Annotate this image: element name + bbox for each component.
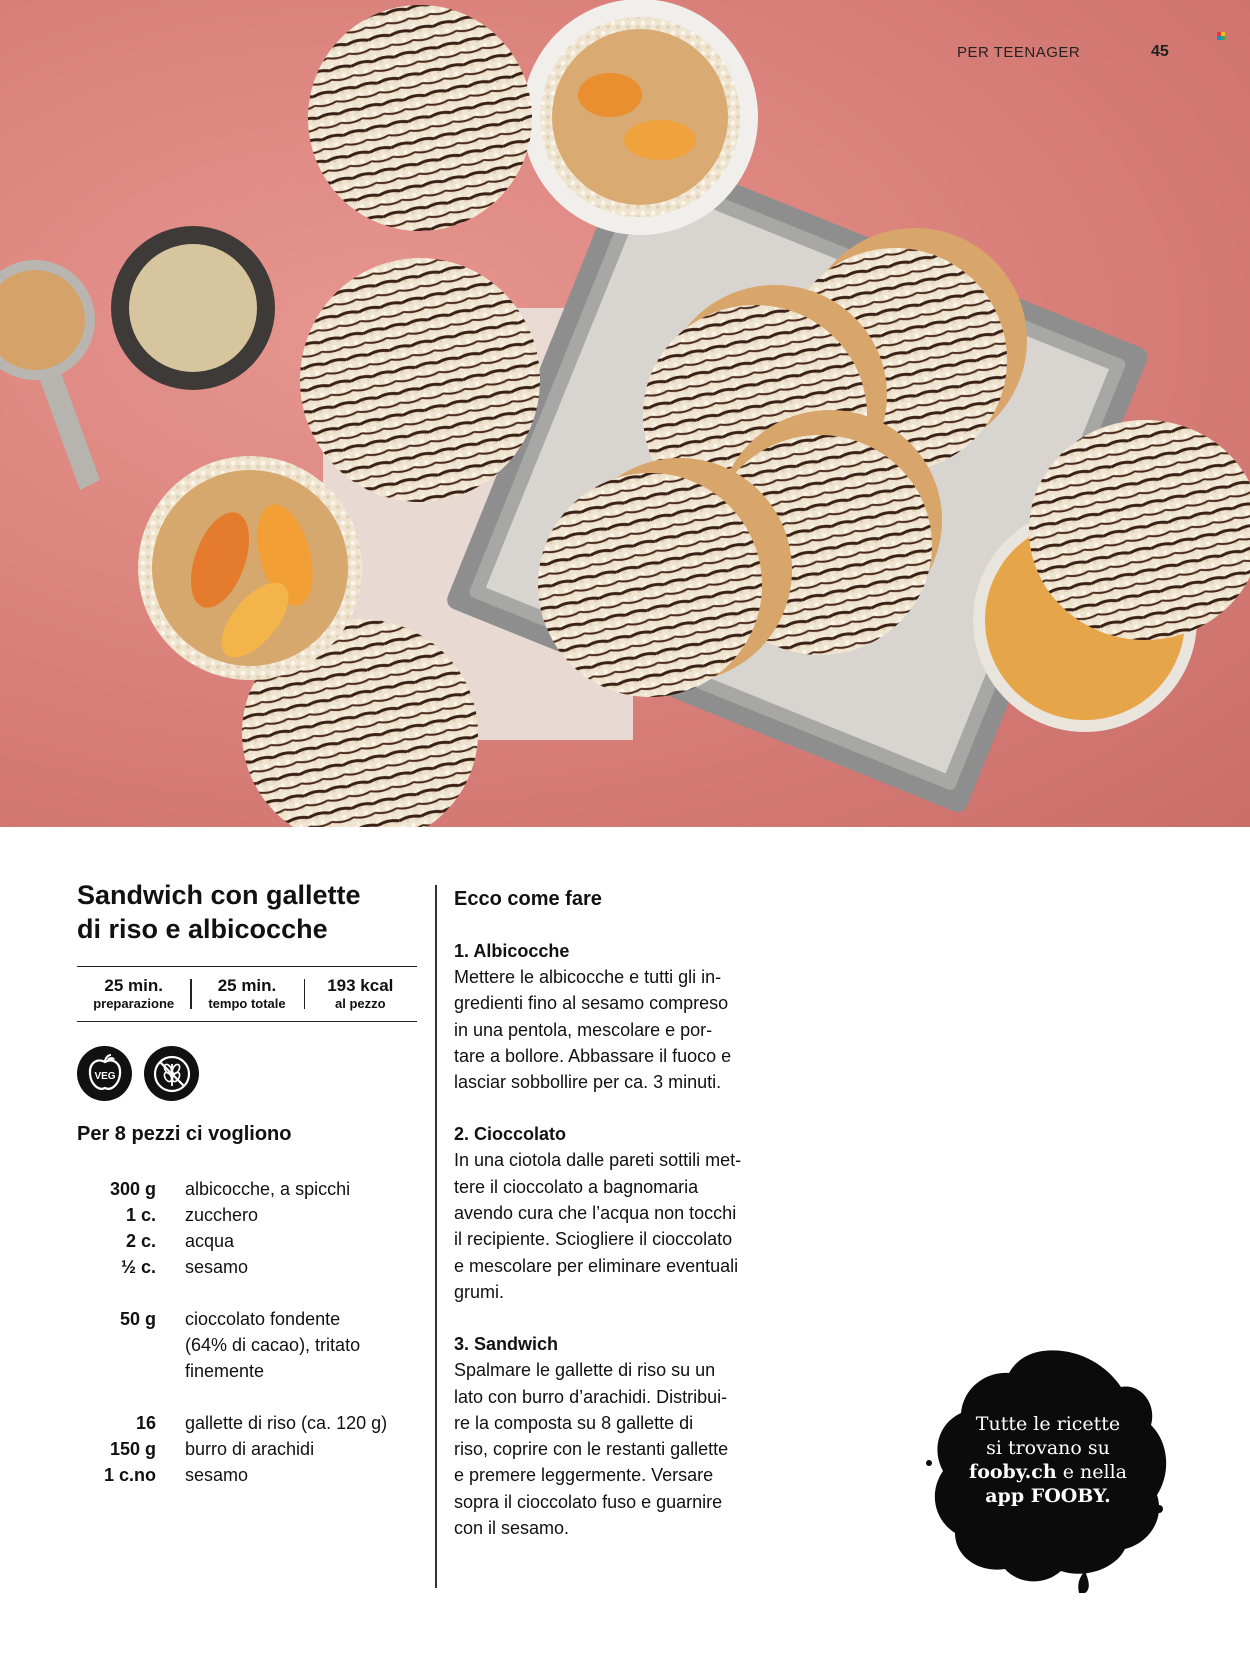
ingredient-qty: 2 c. xyxy=(125,1231,156,1251)
step-line: in una pentola, mescolare e por- xyxy=(454,1019,713,1040)
ingredient-qty: 16 xyxy=(135,1413,156,1433)
stat-label: preparazione xyxy=(93,996,175,1011)
ingredient-group-sandwich xyxy=(77,1410,437,1488)
step-line: tere il cioccolato a bagnomaria xyxy=(454,1176,699,1197)
ingredient-row xyxy=(77,1202,437,1228)
ingredient-group-apricots xyxy=(77,1176,437,1280)
ingredient-name: cioccolato fondente xyxy=(185,1309,341,1329)
step-line: grumi. xyxy=(454,1281,505,1302)
gluten-free-badge xyxy=(144,1046,199,1101)
method-heading: Ecco come fare xyxy=(454,888,602,910)
ingredient-group-chocolate xyxy=(77,1306,437,1384)
ingredient-qty: 300 g xyxy=(109,1179,156,1199)
step-line: Spalmare le gallette di riso su un xyxy=(454,1360,716,1381)
ingredient-row xyxy=(77,1228,437,1254)
ingredient-name: albicocche, a spicchi xyxy=(185,1179,351,1199)
step-line: il recipiente. Sciogliere il cioccolato xyxy=(454,1229,733,1250)
step-line: Mettere le albicocche e tutti gli in- xyxy=(454,967,722,987)
ingredient-name: sesamo xyxy=(185,1257,249,1277)
fooby-promo-blob xyxy=(925,1343,1175,1593)
step-line: e premere leggermente. Versare xyxy=(454,1465,714,1486)
promo-line2: si trovano su xyxy=(986,1437,1110,1459)
ingredient-name: zucchero xyxy=(185,1205,259,1225)
stat-value: 193 kcal xyxy=(327,976,394,995)
step-line: tare a bollore. Abbassare il fuoco e xyxy=(454,1045,732,1066)
diet-badges xyxy=(77,1046,199,1101)
vegetarian-apple-icon xyxy=(83,1052,127,1096)
page-number: 45 xyxy=(1151,43,1169,60)
step-line: con il sesamo. xyxy=(454,1518,570,1539)
ingredient-qty: 150 g xyxy=(109,1439,156,1459)
promo-app-name: app FOOBY. xyxy=(985,1485,1111,1507)
step-apricots xyxy=(454,938,814,1095)
print-color-marks xyxy=(1217,32,1225,40)
step-text xyxy=(454,1147,814,1305)
promo-site-link[interactable]: fooby.ch xyxy=(969,1461,1057,1483)
step-line: riso, coprire con le restanti gallette xyxy=(454,1439,729,1460)
ingredients-heading: Per 8 pezzi ci vogliono xyxy=(77,1123,292,1145)
ingredient-row xyxy=(77,1254,437,1280)
step-line: re la composta su 8 gallette di xyxy=(454,1412,694,1433)
ingredient-row xyxy=(77,1358,437,1384)
stat-prep-time xyxy=(77,967,190,1021)
promo-line3 xyxy=(953,1460,1143,1484)
recipe-title-line1: Sandwich con gallette xyxy=(77,880,361,910)
ingredient-name: sesamo xyxy=(185,1465,249,1485)
ingredient-row xyxy=(77,1306,437,1332)
promo-line4 xyxy=(953,1484,1143,1508)
stat-total-time xyxy=(190,967,303,1021)
step-line: gredienti fino al sesamo compreso xyxy=(454,993,729,1014)
ingredient-row xyxy=(77,1410,437,1436)
ingredient-qty: 1 c. xyxy=(125,1205,156,1225)
veg-badge-text: VEG xyxy=(93,1070,116,1082)
rice-cake-sandwiches-illustration xyxy=(0,0,1250,827)
recipe-title-line2: di riso e albicocche xyxy=(77,914,328,944)
section-label: PER TEENAGER xyxy=(957,44,1081,61)
step-text xyxy=(454,1357,814,1541)
ingredient-qty: ½ c. xyxy=(120,1257,156,1277)
ingredient-row xyxy=(77,1462,437,1488)
promo-text xyxy=(953,1412,1143,1508)
step-line: lasciar sobbollire per ca. 3 minuti. xyxy=(454,1072,722,1093)
ingredient-qty: 50 g xyxy=(119,1309,156,1329)
step-sandwich xyxy=(454,1331,814,1541)
ingredient-qty xyxy=(77,1358,156,1384)
ingredient-name: finemente xyxy=(185,1361,265,1381)
step-line: sopra il cioccolato fuso e guarnire xyxy=(454,1491,723,1512)
step-chocolate xyxy=(454,1121,814,1305)
ingredient-row xyxy=(77,1176,437,1202)
ingredient-name: acqua xyxy=(185,1231,235,1251)
gluten-free-wheat-icon xyxy=(150,1052,194,1096)
hero-photo xyxy=(0,0,1250,827)
ingredient-name: burro di arachidi xyxy=(185,1439,315,1459)
step-line: In una ciotola dalle pareti sottili met- xyxy=(454,1150,742,1171)
ingredient-name: (64% di cacao), tritato xyxy=(185,1335,361,1355)
step-text xyxy=(454,964,814,1095)
stat-label: tempo totale xyxy=(208,996,286,1011)
stat-calories xyxy=(304,967,417,1021)
step-line: avendo cura che l’acqua non tocchi xyxy=(454,1203,737,1224)
step-title: 3. Sandwich xyxy=(454,1334,559,1355)
ingredient-row xyxy=(77,1332,437,1358)
stat-value: 25 min. xyxy=(104,976,163,995)
ingredients-list xyxy=(77,1176,437,1514)
step-line: e mescolare per eliminare eventuali xyxy=(454,1255,739,1276)
ingredient-qty: 1 c.no xyxy=(103,1465,156,1485)
step-title: 2. Cioccolato xyxy=(454,1124,567,1145)
recipe-title xyxy=(77,878,417,946)
ingredient-row xyxy=(77,1436,437,1462)
method-section xyxy=(454,886,814,1567)
column-divider xyxy=(435,885,437,1588)
step-line: lato con burro d’arachidi. Distribui- xyxy=(454,1386,728,1407)
recipe-stats xyxy=(77,966,417,1022)
step-title: 1. Albicocche xyxy=(454,941,570,961)
promo-line1: Tutte le ricette xyxy=(975,1413,1121,1435)
ingredient-qty xyxy=(77,1332,156,1358)
vegetarian-badge xyxy=(77,1046,132,1101)
stat-label: al pezzo xyxy=(335,996,386,1011)
stat-value: 25 min. xyxy=(217,976,277,995)
promo-line3-rest: e nella xyxy=(1056,1461,1127,1483)
ingredient-name: gallette di riso (ca. 120 g) xyxy=(185,1413,388,1433)
